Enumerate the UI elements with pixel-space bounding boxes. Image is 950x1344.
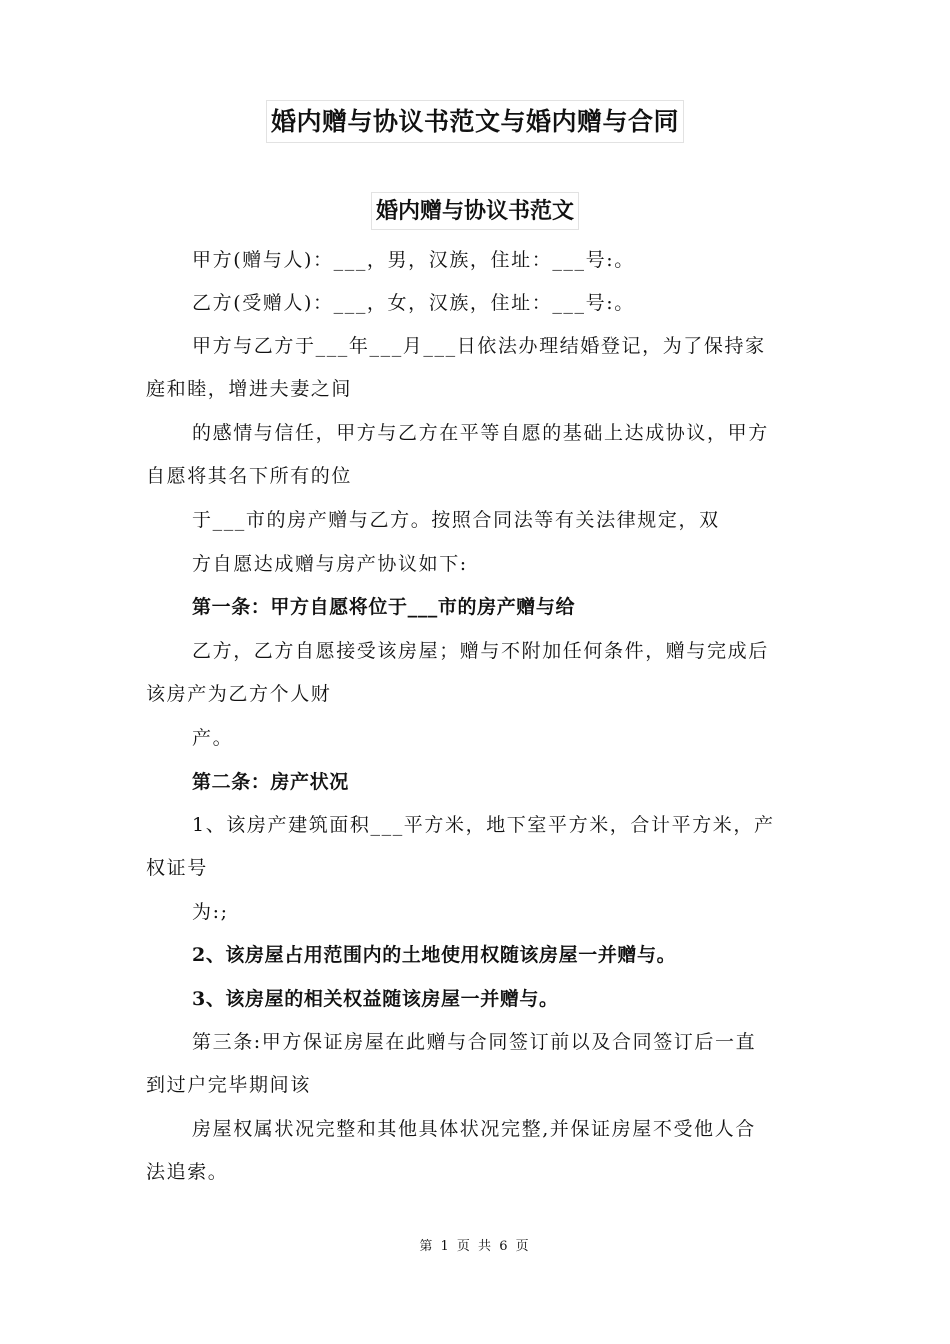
paragraph-line: 法追索。 bbox=[146, 1161, 229, 1183]
paragraph-line: 的感情与信任，甲方与乙方在平等自愿的基础上达成协议，甲方 bbox=[192, 422, 769, 444]
paragraph-line: 1、该房产建筑面积___平方米，地下室平方米，合计平方米，产 bbox=[192, 814, 775, 836]
paragraph-line: 乙方，乙方自愿接受该房屋；赠与不附加任何条件，赠与完成后 bbox=[192, 640, 769, 662]
paragraph-line: 甲方(赠与人)：___，男，汉族，住址：___号:。 bbox=[192, 249, 635, 271]
paragraph-line: 乙方(受赠人)：___，女，汉族，住址：___号:。 bbox=[192, 292, 635, 314]
clause-line: 2、该房屋占用范围内的土地使用权随该房屋一并赠与。 bbox=[192, 944, 677, 966]
paragraph-line: 自愿将其名下所有的位 bbox=[146, 465, 353, 487]
paragraph-line: 产。 bbox=[192, 727, 234, 749]
paragraph-line: 到过户完毕期间该 bbox=[146, 1074, 311, 1096]
paragraph-line: 该房产为乙方个人财 bbox=[146, 683, 332, 705]
document-subtitle-text: 婚内赠与协议书范文 bbox=[371, 192, 579, 230]
paragraph-line: 第三条:甲方保证房屋在此赠与合同签订前以及合同签订后一直 bbox=[192, 1031, 757, 1053]
paragraph-line: 庭和睦，增进夫妻之间 bbox=[146, 378, 353, 400]
document-subtitle bbox=[0, 192, 950, 230]
page-footer bbox=[0, 1235, 950, 1254]
document-title-text: 婚内赠与协议书范文与婚内赠与合同 bbox=[266, 100, 684, 143]
clause-line: 3、该房屋的相关权益随该房屋一并赠与。 bbox=[192, 988, 559, 1010]
paragraph-line: 为:; bbox=[192, 901, 229, 923]
paragraph-line: 方自愿达成赠与房产协议如下: bbox=[192, 553, 468, 575]
article-heading: 第一条：甲方自愿将位于___市的房产赠与给 bbox=[192, 596, 576, 618]
paragraph-line: 权证号 bbox=[146, 857, 208, 879]
paragraph-line: 甲方与乙方于___年___月___日依法办理结婚登记，为了保持家 bbox=[192, 335, 766, 357]
document-title bbox=[0, 100, 950, 143]
article-heading: 第二条：房产状况 bbox=[192, 771, 349, 793]
paragraph-line: 于___市的房产赠与乙方。按照合同法等有关法律规定，双 bbox=[192, 509, 720, 531]
paragraph-line: 房屋权属状况完整和其他具体状况完整,并保证房屋不受他人合 bbox=[192, 1118, 756, 1140]
page-number: 第 1 页 共 6 页 bbox=[419, 1239, 531, 1254]
